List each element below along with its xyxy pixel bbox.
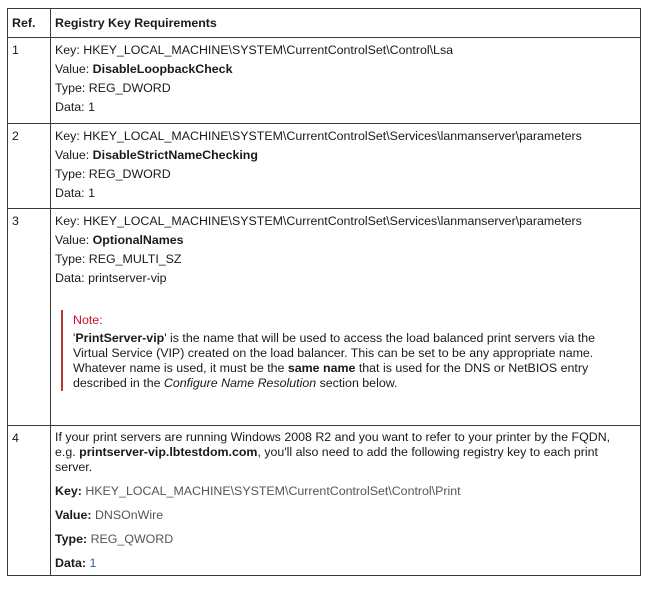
- ref-column-header: Ref.: [8, 9, 51, 38]
- value-line: [55, 508, 636, 523]
- data-label: Data:: [55, 100, 85, 114]
- note-text-part: section below.: [316, 376, 398, 390]
- key-label: Key:: [55, 214, 80, 228]
- data-value: 1: [88, 100, 95, 114]
- table-row: [8, 426, 641, 576]
- key-line: [55, 484, 636, 499]
- note-text-part: is the name that will be used to access the load balanced print servers via the Virtual Service (VIP) created on the load balancer. This can be set to be any appropriate name. Whatever name is used, it must be the: [73, 331, 595, 375]
- ref-cell: 4: [8, 426, 51, 576]
- data-line: [55, 184, 636, 203]
- type-value: REG_DWORD: [88, 81, 171, 95]
- key-label: Key:: [55, 129, 80, 143]
- quote-mark: ': [164, 331, 167, 345]
- key-value: HKEY_LOCAL_MACHINE\SYSTEM\CurrentControlSet\Services\lanmanserver\parameters: [83, 214, 582, 228]
- key-label: Key:: [55, 43, 80, 57]
- same-name-emphasis: same name: [287, 361, 356, 375]
- table-header-row: [8, 9, 641, 38]
- key-label: Key:: [55, 484, 82, 498]
- section-reference: Configure Name Resolution: [163, 376, 317, 390]
- key-line: [55, 212, 636, 231]
- intro-paragraph: [55, 430, 615, 475]
- value-label: Value:: [55, 148, 90, 162]
- key-line: [55, 41, 636, 60]
- fqdn-example: printserver-vip.lbtestdom.com: [79, 445, 258, 459]
- note-text-part: that is used for the DNS or NetBIOS entry described in the: [73, 361, 589, 390]
- type-line: [55, 532, 636, 547]
- data-value: printserver-vip: [88, 271, 167, 285]
- data-value: 1: [88, 186, 95, 200]
- key-value: HKEY_LOCAL_MACHINE\SYSTEM\CurrentControlSet\Control\Print: [85, 484, 461, 498]
- type-line: [55, 79, 636, 98]
- requirement-cell: [51, 124, 641, 209]
- ref-cell: 3: [8, 209, 51, 426]
- data-line: [55, 98, 636, 117]
- data-label: Data:: [55, 556, 86, 570]
- type-value: REG_QWORD: [90, 532, 174, 546]
- value-label: Value:: [55, 508, 92, 522]
- server-name: PrintServer-vip: [75, 331, 165, 345]
- registry-requirements-table: [7, 8, 641, 576]
- table-row: [8, 209, 641, 426]
- requirement-cell: [51, 38, 641, 124]
- value-label: Value:: [55, 62, 90, 76]
- type-label: Type:: [55, 167, 86, 181]
- key-line: [55, 127, 636, 146]
- data-value: 1: [89, 556, 97, 570]
- intro-text-part: , you'll also need to add the following registry key to each print server.: [55, 445, 599, 474]
- type-value: REG_DWORD: [88, 167, 171, 181]
- requirement-cell: [51, 209, 641, 426]
- key-value: HKEY_LOCAL_MACHINE\SYSTEM\CurrentControlSet\Control\Lsa: [83, 43, 454, 57]
- value-line: [55, 60, 636, 79]
- ref-cell: 2: [8, 124, 51, 209]
- value-line: [55, 231, 636, 250]
- value-name: OptionalNames: [92, 233, 184, 247]
- data-label: Data:: [55, 271, 85, 285]
- note-callout: [61, 310, 636, 391]
- data-line: [55, 269, 636, 288]
- requirement-cell: [51, 426, 641, 576]
- type-label: Type:: [55, 252, 86, 266]
- ref-cell: 1: [8, 38, 51, 124]
- intro-text-part: If your print servers are running Windows 2008 R2 and you want to refer to your printer by the FQDN, e.g.: [55, 430, 611, 459]
- value-line: [55, 146, 636, 165]
- value-name: DisableLoopbackCheck: [92, 62, 233, 76]
- data-label: Data:: [55, 186, 85, 200]
- note-text: [73, 331, 621, 391]
- table-row: [8, 124, 641, 209]
- note-title: Note:: [73, 313, 103, 327]
- type-label: Type:: [55, 532, 88, 546]
- value-label: Value:: [55, 233, 90, 247]
- type-line: [55, 250, 636, 269]
- type-value: REG_MULTI_SZ: [88, 252, 182, 266]
- value-name: DisableStrictNameChecking: [92, 148, 258, 162]
- type-label: Type:: [55, 81, 86, 95]
- key-value: HKEY_LOCAL_MACHINE\SYSTEM\CurrentControlSet\Services\lanmanserver\parameters: [83, 129, 582, 143]
- data-line: [55, 556, 636, 571]
- value-name: DNSOnWire: [94, 508, 164, 522]
- requirements-column-header: Registry Key Requirements: [51, 9, 641, 38]
- quote-mark: ': [73, 331, 76, 345]
- table-row: [8, 38, 641, 124]
- type-line: [55, 165, 636, 184]
